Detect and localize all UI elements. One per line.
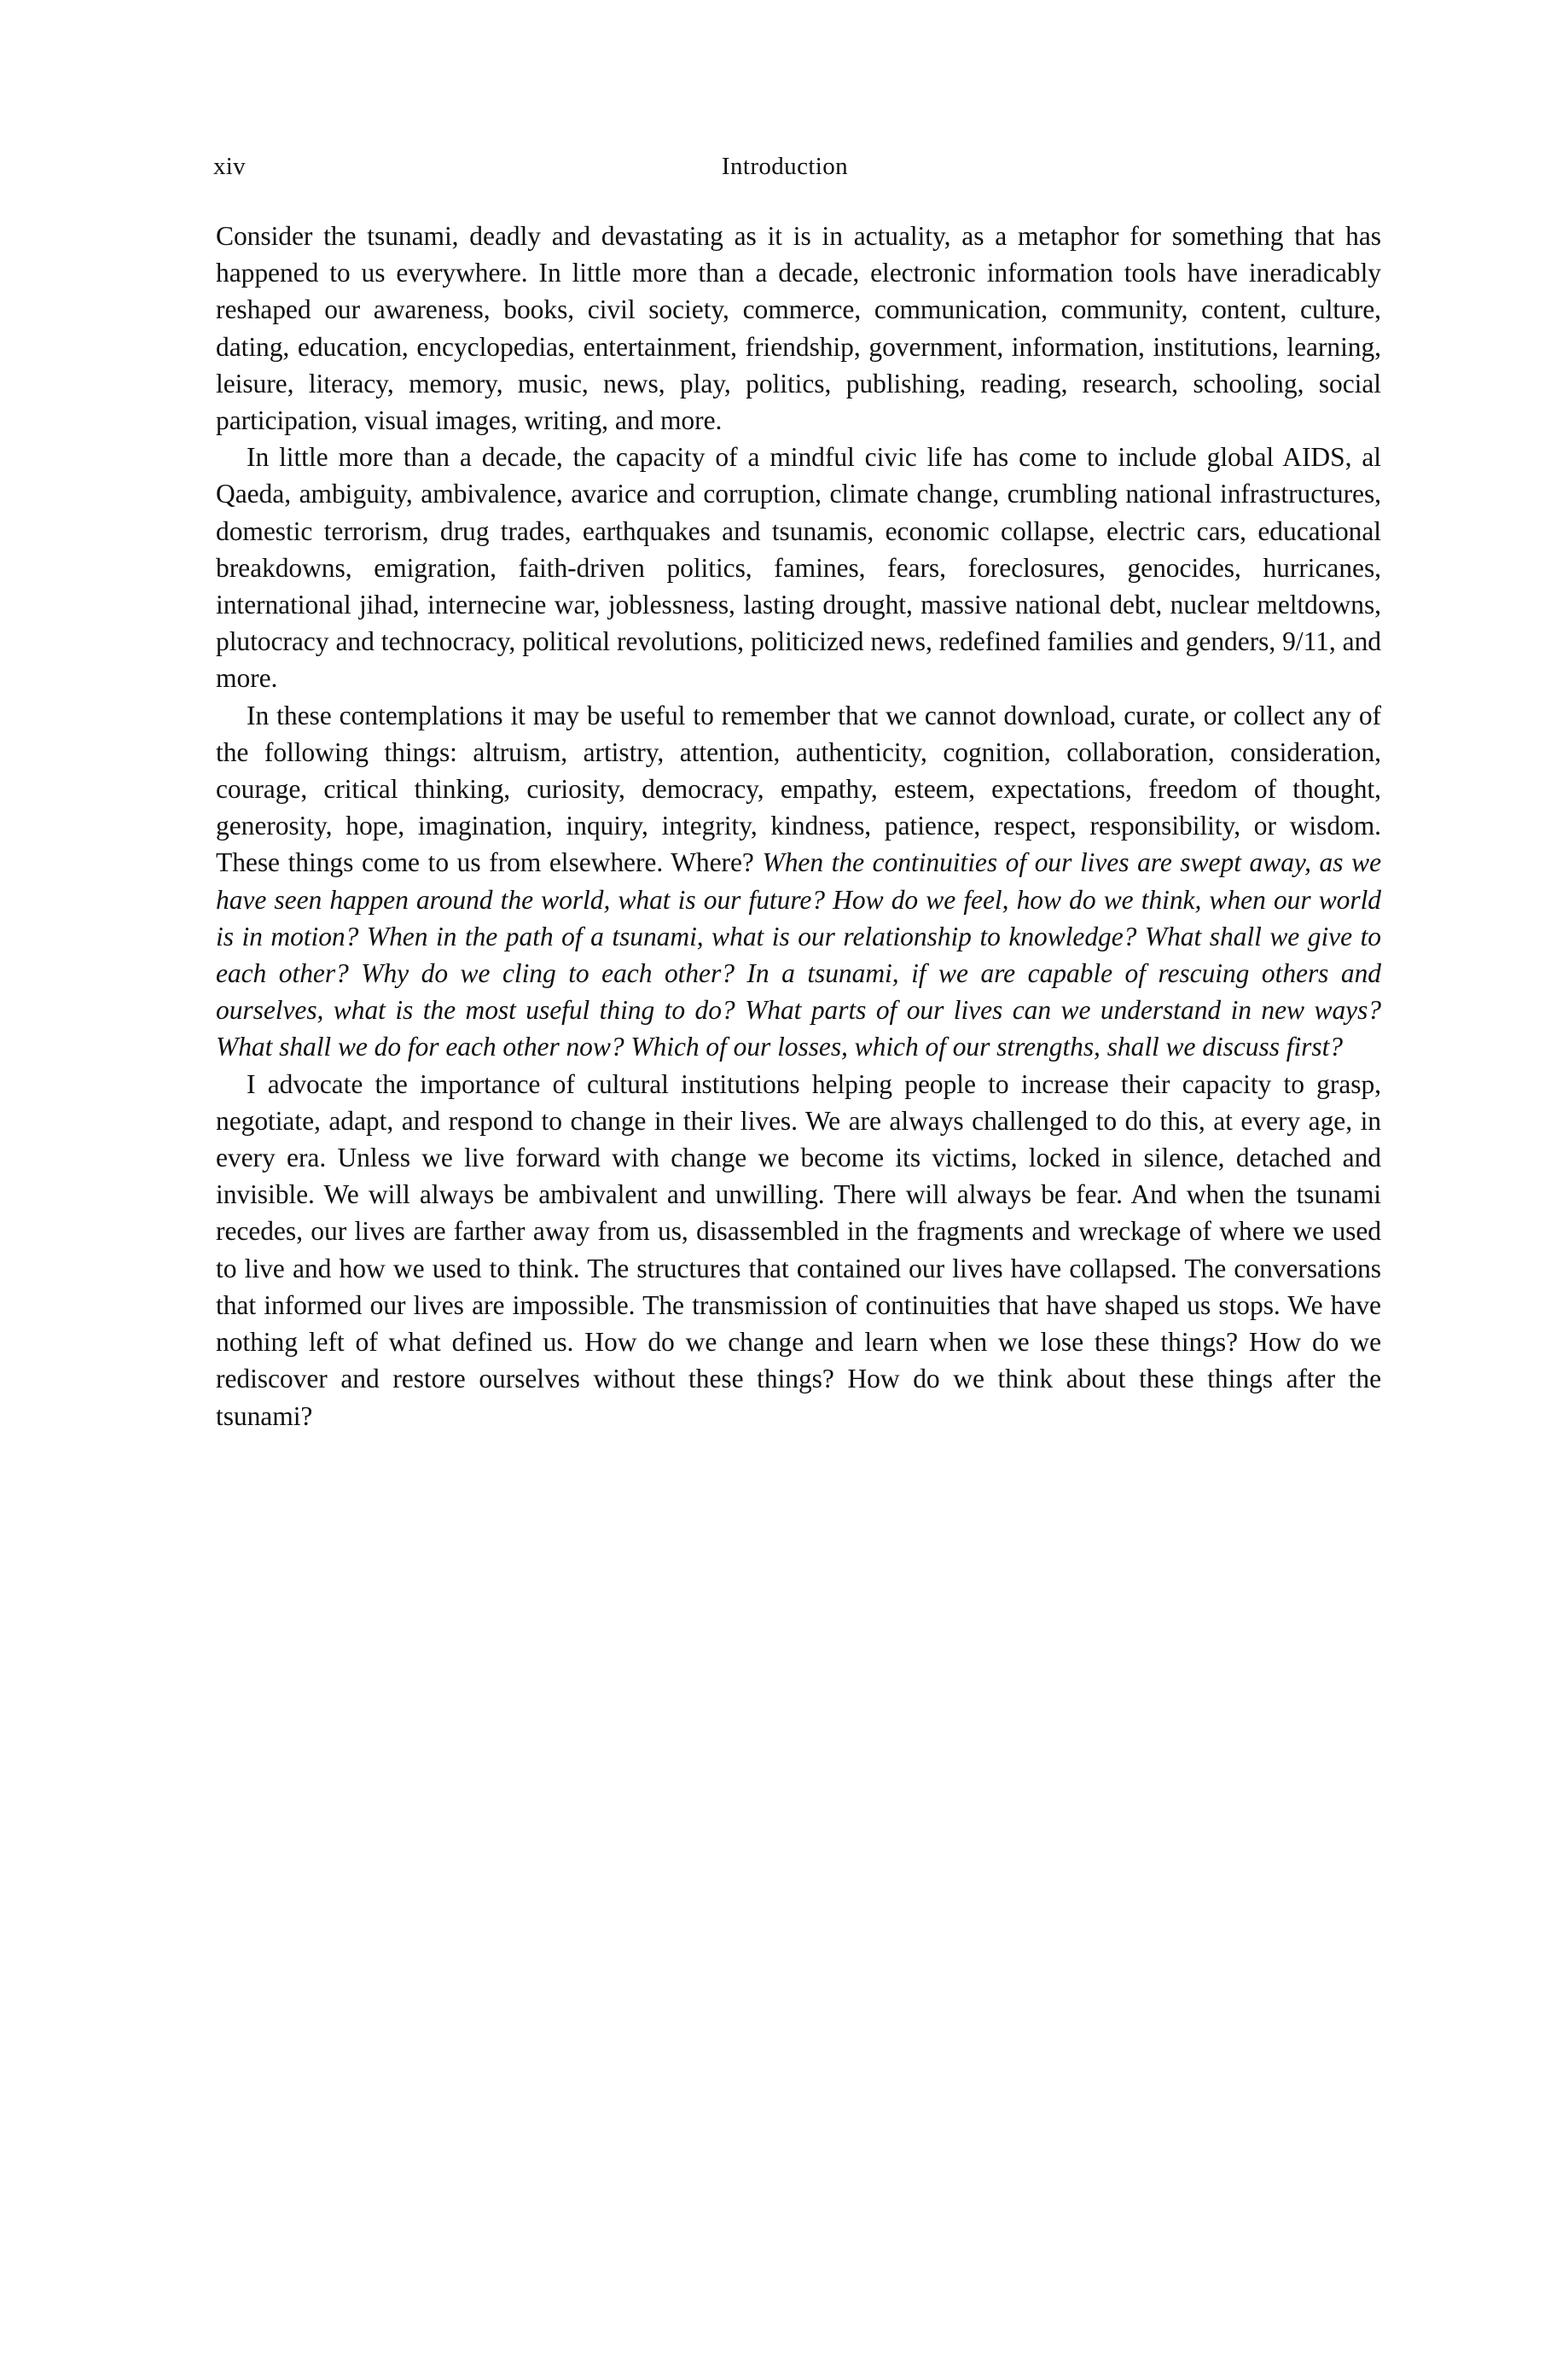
running-head [213,149,1356,183]
paragraph-3-italic-questions: When the continuities of our lives are swept away, as we have seen happen around the world, what is our future? How do we feel, how do we think, when our world is in motion? When in the path of a tsunami, what is our relationship to knowledge? What shall we give to each other? Why do we cling to each other? In a tsunami, if we are capable of rescuing others and ourselves, what is the most useful thing to do? What parts of our lives can we understand in new ways? What shall we do for each other now? Which of our losses, which of our strengths, shall we discuss first? [216,847,1381,1062]
paragraph-1: Consider the tsunami, deadly and devastating as it is in actuality, as a metaphor for something that has happened to us everywhere. In little more than a decade, electronic information tools have ineradicably reshaped our awareness, books, civil society, commerce, communication, community, content, culture, dating, education, encyclopedias, entertainment, friendship, government, information, institutions, learning, leisure, literacy, memory, music, news, play, politics, publishing, reading, research, schooling, social participation, visual images, writing, and more. [216,221,1381,436]
paragraph-4: I advocate the importance of cultural institutions helping people to increase their capacity to grasp, negotiate, adapt, and respond to change in their lives. We are always challenged to do this, at every age, in every era. Unless we live forward with change we become its victims, locked in silence, detached and invisible. We will always be ambivalent and unwilling. There will always be fear. And when the tsunami recedes, our lives are farther away from us, disassembled in the fragments and wreckage of where we used to live and how we used to think. The structures that contained our lives have collapsed. The conversations that informed our lives are impossible. The transmission of continuities that have shaped us stops. We have nothing left of what defined us. How do we change and learn when we lose these things? How do we rediscover and restore ourselves without these things? How do we think about these things after the tsunami? [216,1068,1381,1431]
running-head-title: Introduction [721,153,849,180]
paragraph-3 [216,697,1381,1066]
text-block [216,218,1381,1434]
page-number: xiv [213,153,246,180]
paragraph-2: In little more than a decade, the capacity of a mindful civic life has come to include global AIDS, al Qaeda, ambiguity, ambivalence, avarice and corruption, climate change, crumbling national infrastructures, domestic terrorism, drug trades, earthquakes and tsunamis, economic collapse, electric cars, educational breakdowns, emigration, faith-driven politics, famines, fears, foreclosures, genocides, hurricanes, international jihad, internecine war, joblessness, lasting drought, massive national debt, nuclear meltdowns, plutocracy and technocracy, political revolutions, politicized news, redefined families and genders, 9/11, and more. [216,442,1381,694]
paragraph-3-roman: In these contemplations it may be useful to remember that we cannot download, curate, or collect any of the following things: altruism, artistry, attention, authenticity, cognition, collaboration, consideration, courage, critical thinking, curiosity, democracy, empathy, esteem, expectations, freedom of thought, generosity, hope, imagination, inquiry, integrity, kindness, patience, respect, responsibility, or wisdom. These things come to us from elsewhere. Where? [216,700,1381,878]
